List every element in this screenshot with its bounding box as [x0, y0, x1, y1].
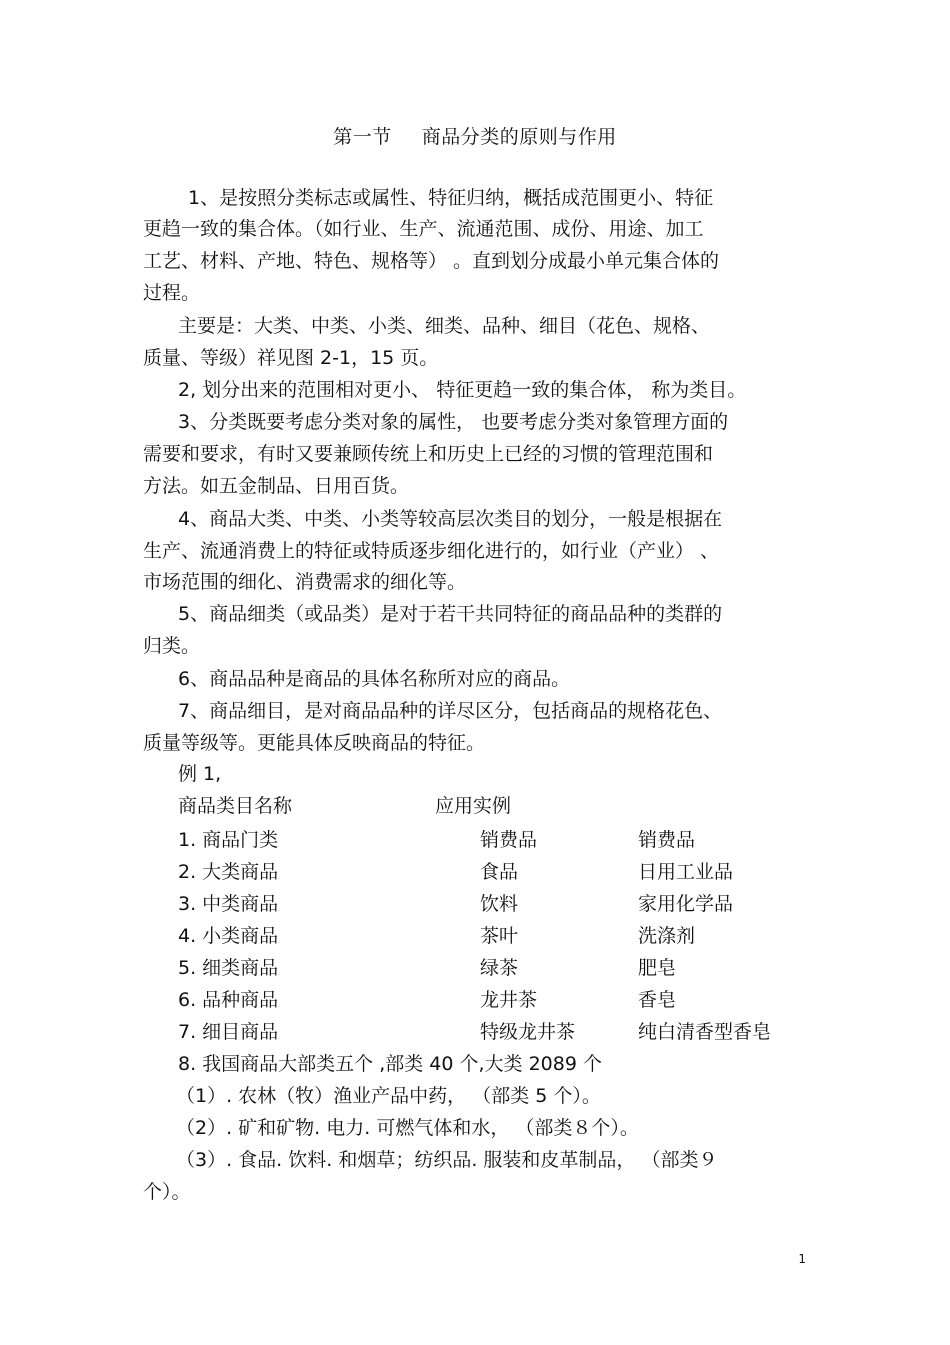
row-category: 7. 细目商品 — [178, 1021, 279, 1043]
para-5-line-1: 4、商品大类、中类、小类等较高层次类目的划分，一般是根据在 — [178, 508, 723, 530]
item-8-line: 8. 我国商品大部类五个 ,部类 40 个,大类 2089 个 — [178, 1053, 602, 1075]
para-2-line-2: 质量、等级）祥见图 2-1，15 页。 — [143, 347, 439, 369]
row-example-2: 洗涤剂 — [638, 925, 696, 947]
row-category: 1. 商品门类 — [178, 829, 279, 851]
table-row — [0, 924, 950, 948]
title-section-number: 第一节 — [333, 126, 392, 148]
table-row — [0, 892, 950, 916]
para-8-line-2: 质量等级等。更能具体反映商品的特征。 — [143, 732, 486, 754]
row-example-1: 茶叶 — [480, 925, 519, 947]
para-5-line-3: 市场范围的细化、消费需求的细化等。 — [143, 571, 467, 593]
para-4-line-2: 需要和要求，有时又要兼顾传统上和历史上已经的习惯的管理范围和 — [143, 443, 714, 465]
row-category: 4. 小类商品 — [178, 925, 279, 947]
item-8-sub-2: （2）. 矿和矿物. 电力. 可燃气体和水， （部类８个）。 — [176, 1117, 639, 1139]
table-row — [0, 956, 950, 980]
row-example-1: 绿茶 — [480, 957, 519, 979]
row-category: 6. 品种商品 — [178, 989, 279, 1011]
example-label: 例 1, — [178, 763, 222, 785]
row-example-1: 龙井茶 — [480, 989, 538, 1011]
table-header — [0, 794, 950, 818]
page-number: 1 — [798, 1252, 806, 1266]
item-8-sub-3-line-1: （3）. 食品. 饮料. 和烟草；纺织品. 服装和皮革制品， （部类９ — [176, 1149, 718, 1171]
table-row — [0, 828, 950, 852]
para-6-line-2: 归类。 — [143, 635, 201, 657]
para-1-line-2: 更趋一致的集合体。（如行业、生产、流通范围、成份、用途、加工 — [143, 218, 704, 240]
row-example-2: 日用工业品 — [638, 861, 734, 883]
para-8-line-1: 7、商品细目，是对商品品种的详尽区分，包括商品的规格花色、 — [178, 700, 723, 722]
para-1-line-3: 工艺、材料、产地、特色、规格等） 。直到划分成最小单元集合体的 — [143, 250, 720, 272]
para-7-line-1: 6、商品品种是商品的具体名称所对应的商品。 — [178, 668, 571, 690]
para-4-line-1: 3、分类既要考虑分类对象的属性， 也要考虑分类对象管理方面的 — [178, 411, 729, 433]
para-1-line-4: 过程。 — [143, 282, 201, 304]
para-1-line-1: 1、是按照分类标志或属性、特征归纳，概括成范围更小、特征 — [188, 187, 714, 209]
row-category: 2. 大类商品 — [178, 861, 279, 883]
row-example-2: 销费品 — [638, 829, 696, 851]
item-8-sub-3-line-2: 个）。 — [143, 1181, 191, 1203]
para-6-line-1: 5、商品细类（或品类）是对于若干共同特征的商品品种的类群的 — [178, 603, 723, 625]
row-example-2: 香皂 — [638, 989, 677, 1011]
table-row — [0, 988, 950, 1012]
header-examples: 应用实例 — [435, 795, 512, 817]
para-4-line-3: 方法。如五金制品、日用百货。 — [143, 475, 410, 497]
row-example-1: 食品 — [480, 861, 519, 883]
header-category-name: 商品类目名称 — [178, 795, 293, 817]
table-row — [0, 860, 950, 884]
title-heading: 商品分类的原则与作用 — [421, 126, 617, 148]
row-example-2: 纯白清香型香皂 — [638, 1021, 772, 1043]
table-row — [0, 1020, 950, 1044]
item-8-sub-1: （1）. 农林（牧）渔业产品中药， （部类 5 个）。 — [176, 1085, 601, 1107]
row-example-1: 销费品 — [480, 829, 538, 851]
row-example-2: 肥皂 — [638, 957, 677, 979]
para-3-line-1: 2, 划分出来的范围相对更小、 特征更趋一致的集合体， 称为类目。 — [178, 379, 747, 401]
row-example-2: 家用化学品 — [638, 893, 734, 915]
row-example-1: 特级龙井茶 — [480, 1021, 576, 1043]
row-example-1: 饮料 — [480, 893, 519, 915]
para-5-line-2: 生产、流通消费上的特征或特质逐步细化进行的，如行业（产业） 、 — [143, 540, 720, 562]
row-category: 3. 中类商品 — [178, 893, 279, 915]
section-title — [0, 122, 950, 149]
row-category: 5. 细类商品 — [178, 957, 279, 979]
para-2-line-1: 主要是：大类、中类、小类、细类、品种、细目（花色、规格、 — [178, 315, 711, 337]
